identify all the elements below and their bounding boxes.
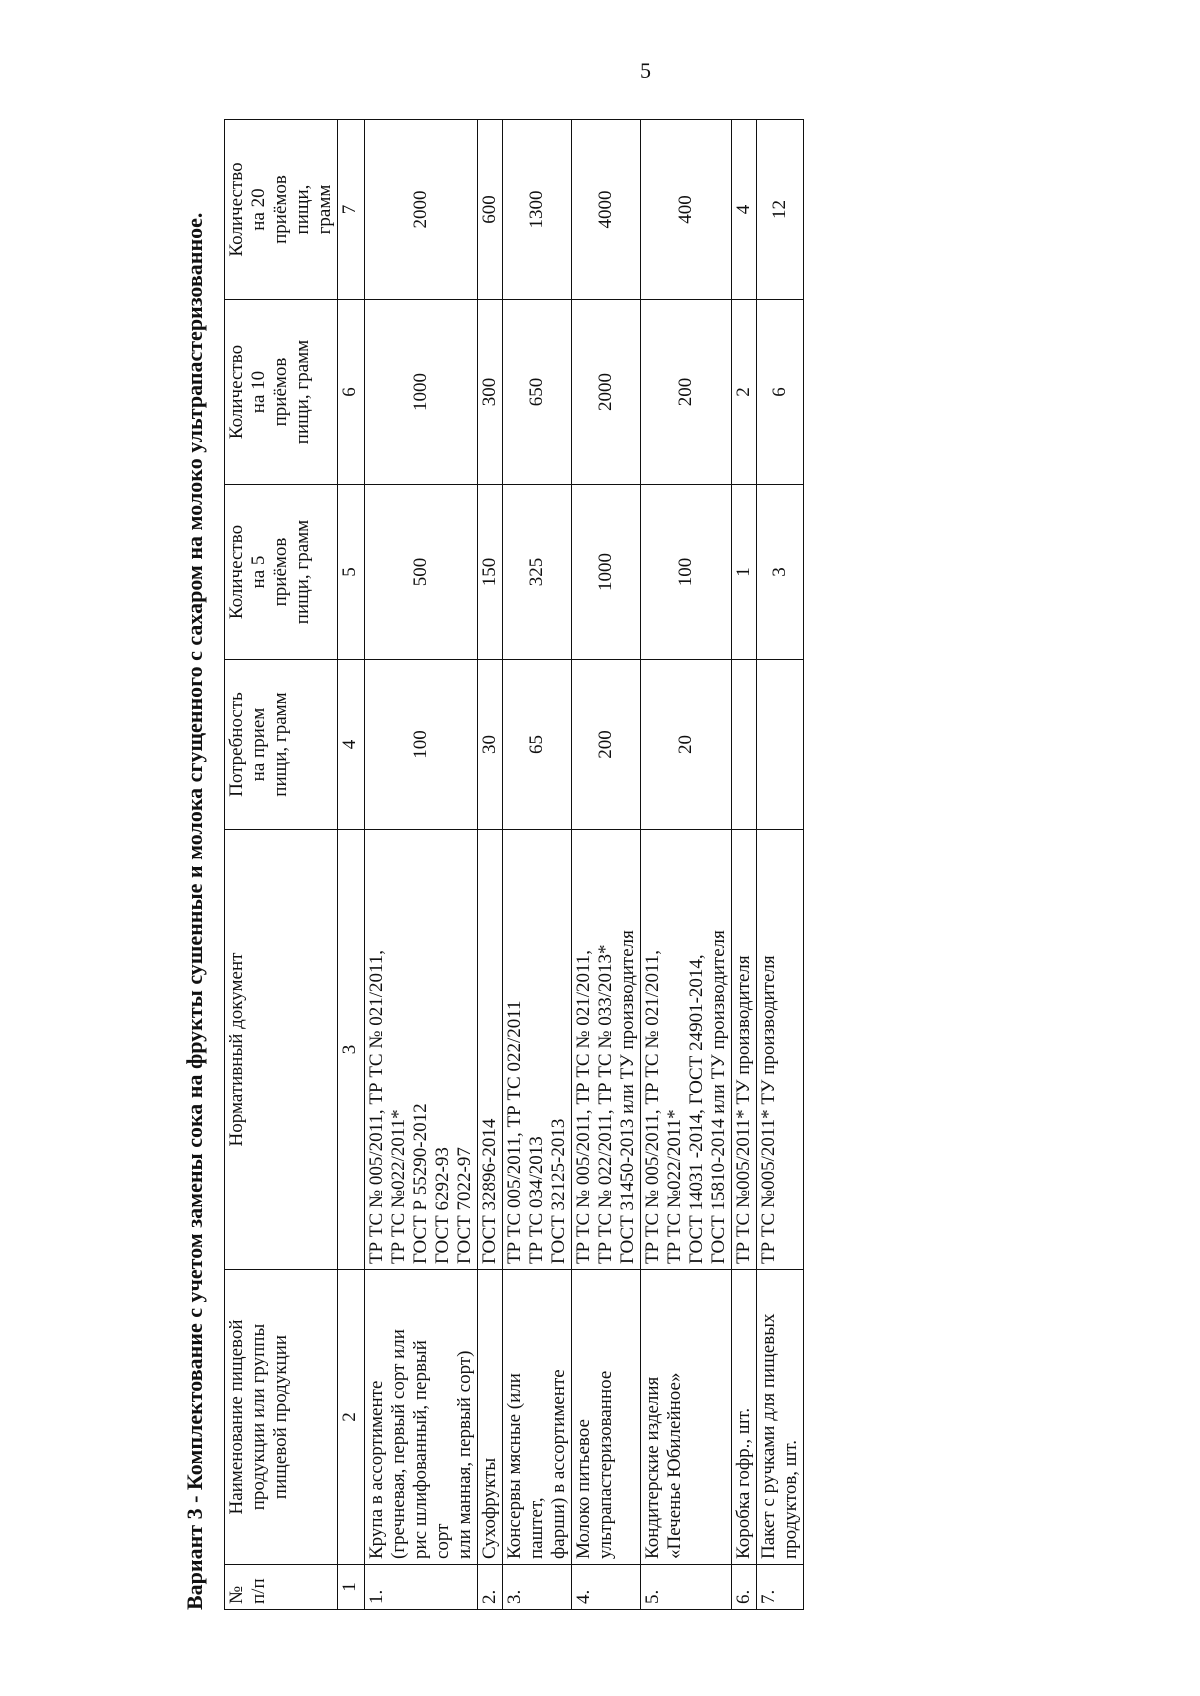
column-number: 3 [338, 830, 365, 1270]
product-name: Пакет с ручками для пищевых продуктов, шт. [757, 1270, 804, 1565]
qty-5: 500 [365, 485, 478, 660]
product-name: Консервы мясные (или паштет, фарши) в ассортименте [503, 1270, 572, 1565]
qty-10: 2000 [572, 300, 641, 485]
product-name: Молоко питьевое ультрапастеризованное [572, 1270, 641, 1565]
table-row [572, 120, 641, 1610]
regulatory-document: ТР ТС №005/2011* ТУ производителя [757, 830, 804, 1270]
table-heading: Вариант 3 - Комплектование с учетом замены сока на фрукты сушенные и молока сгущенного с сахаром на молоко ультрапастеризованное. [182, 212, 207, 1610]
qty-5: 1 [732, 485, 757, 660]
qty-10: 650 [503, 300, 572, 485]
qty-20: 4000 [572, 120, 641, 300]
qty-20: 600 [478, 120, 503, 300]
provisions-table [224, 119, 804, 1610]
row-number: 4. [572, 1565, 641, 1610]
table-row [732, 120, 757, 1610]
need-per-meal [757, 660, 804, 830]
qty-10: 6 [757, 300, 804, 485]
rotated-content [180, 120, 1020, 1610]
header-qty-5: Количество на 5 приёмов пищи, грамм [225, 485, 338, 660]
regulatory-document: ТР ТС № 005/2011, ТР ТС № 021/2011, ТР ТС №022/2011* ГОСТ Р 55290-2012 ГОСТ 6292-93 ГОСТ 7022-97 [365, 830, 478, 1270]
table-row [641, 120, 732, 1610]
qty-20: 4 [732, 120, 757, 300]
regulatory-document: ТР ТС № 005/2011, ТР ТС № 021/2011, ТР ТС № 022/2011, ТР ТС № 033/2013* ГОСТ 31450-2013 или ТУ производителя [572, 830, 641, 1270]
column-number: 6 [338, 300, 365, 485]
need-per-meal: 65 [503, 660, 572, 830]
qty-10: 2 [732, 300, 757, 485]
regulatory-document: ГОСТ 32896-2014 [478, 830, 503, 1270]
table-row [365, 120, 478, 1610]
column-number: 1 [338, 1565, 365, 1610]
qty-5: 100 [641, 485, 732, 660]
product-name: Кондитерские изделия «Печенье Юбилейное» [641, 1270, 732, 1565]
qty-20: 12 [757, 120, 804, 300]
column-number: 4 [338, 660, 365, 830]
table-row [478, 120, 503, 1610]
regulatory-document: ТР ТС 005/2011, ТР ТС 022/2011 ТР ТС 034/2013 ГОСТ 32125-2013 [503, 830, 572, 1270]
product-name: Коробка гофр., шт. [732, 1270, 757, 1565]
header-product-name: Наименование пищевой продукции или группы пищевой продукции [225, 1270, 338, 1565]
row-number: 2. [478, 1565, 503, 1610]
header-number: № п/п [225, 1565, 338, 1610]
header-qty-20: Количество на 20 приёмов пищи, грамм [225, 120, 338, 300]
qty-5: 1000 [572, 485, 641, 660]
need-per-meal: 200 [572, 660, 641, 830]
column-number: 5 [338, 485, 365, 660]
table-row [503, 120, 572, 1610]
product-name: Сухофрукты [478, 1270, 503, 1565]
qty-20: 400 [641, 120, 732, 300]
header-regulatory-document: Нормативный документ [225, 830, 338, 1270]
row-number: 3. [503, 1565, 572, 1610]
row-number: 1. [365, 1565, 478, 1610]
qty-10: 1000 [365, 300, 478, 485]
qty-5: 150 [478, 485, 503, 660]
regulatory-document: ТР ТС №005/2011* ТУ производителя [732, 830, 757, 1270]
table-row [757, 120, 804, 1610]
qty-5: 3 [757, 485, 804, 660]
qty-20: 2000 [365, 120, 478, 300]
row-number: 6. [732, 1565, 757, 1610]
header-qty-10: Количество на 10 приёмов пищи, грамм [225, 300, 338, 485]
page-number: 5 [640, 58, 651, 83]
header-need-per-meal: Потребность на прием пищи, грамм [225, 660, 338, 830]
need-per-meal: 100 [365, 660, 478, 830]
qty-5: 325 [503, 485, 572, 660]
product-name: Крупа в ассортименте (гречневая, первый сорт или рис шлифованный, первый сорт или манная, первый сорт) [365, 1270, 478, 1565]
regulatory-document: ТР ТС № 005/2011, ТР ТС № 021/2011, ТР ТС №022/2011* ГОСТ 14031 -2014, ГОСТ 24901-2014, ГОСТ 15810-2014 или ТУ производителя [641, 830, 732, 1270]
column-number-row [338, 120, 365, 1610]
need-per-meal [732, 660, 757, 830]
qty-20: 1300 [503, 120, 572, 300]
column-number: 7 [338, 120, 365, 300]
column-number: 2 [338, 1270, 365, 1565]
row-number: 5. [641, 1565, 732, 1610]
qty-10: 300 [478, 300, 503, 485]
need-per-meal: 30 [478, 660, 503, 830]
header-row [225, 120, 338, 1610]
row-number: 7. [757, 1565, 804, 1610]
qty-10: 200 [641, 300, 732, 485]
need-per-meal: 20 [641, 660, 732, 830]
